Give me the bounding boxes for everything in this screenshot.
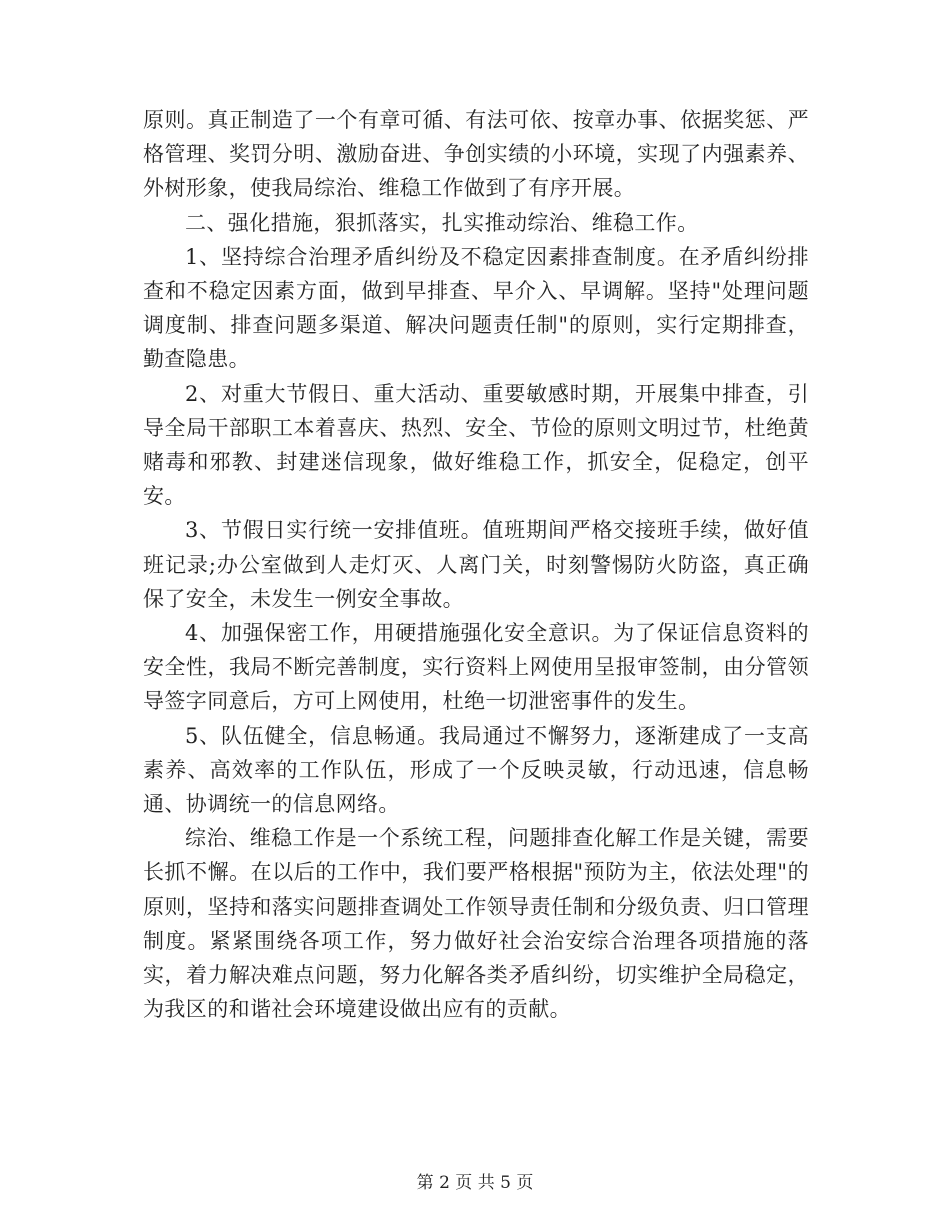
paragraph-item-5: 5、队伍健全，信息畅通。我局通过不懈努力，逐渐建成了一支高素养、高效率的工作队伍，形成了一个反映灵敏，行动迅速，信息畅通、协调统一的信息网络。 <box>143 723 809 817</box>
document-body <box>143 103 809 1026</box>
section-heading-2: 二、强化措施，狠抓落实，扎实推动综治、维稳工作。 <box>185 210 699 235</box>
paragraph-item-3: 3、节假日实行统一安排值班。值班期间严格交接班手续，做好值班记录;办公室做到人走灯灭、人离门关，时刻警惕防火防盗，真正确保了安全，未发生一例安全事故。 <box>143 518 809 611</box>
paragraph-item-2: 2、对重大节假日、重大活动、重要敏感时期，开展集中排查，引导全局干部职工本着喜庆、热烈、安全、节俭的原则文明过节，杜绝黄赌毒和邪教、封建迷信现象，做好维稳工作，抓安全，促稳定，创平安。 <box>143 381 809 509</box>
page-number-footer: 第 2 页 共 5 页 <box>416 1173 534 1193</box>
paragraph-item-1: 1、坚持综合治理矛盾纠纷及不稳定因素排查制度。在矛盾纠纷排查和不稳定因素方面，做到早排查、早介入、早调解。坚持"处理问题调度制、排查问题多渠道、解决问题责任制"的原则，实行定期排查，勤查隐患。 <box>143 244 809 372</box>
paragraph-continuation: 原则。真正制造了一个有章可循、有法可依、按章办事、依据奖惩、严格管理、奖罚分明、激励奋进、争创实绩的小环境，实现了内强素养、外树形象，使我局综治、维稳工作做到了有序开展。 <box>143 108 809 201</box>
paragraph-item-4: 4、加强保密工作，用硬措施强化安全意识。为了保证信息资料的安全性，我局不断完善制度，实行资料上网使用呈报审签制，由分管领导签字同意后，方可上网使用，杜绝一切泄密事件的发生。 <box>143 621 809 714</box>
paragraph-conclusion: 综治、维稳工作是一个系统工程，问题排查化解工作是关键，需要长抓不懈。在以后的工作中，我们要严格根据"预防为主，依法处理"的原则，坚持和落实问题排查调处工作领导责任制和分级负责、归口管理制度。紧紧围绕各项工作，努力做好社会治安综合治理各项措施的落实，着力解决难点问题，努力化解各类矛盾纠纷，切实维护全局稳定，为我区的和谐社会环境建设做出应有的贡献。 <box>143 826 809 1022</box>
